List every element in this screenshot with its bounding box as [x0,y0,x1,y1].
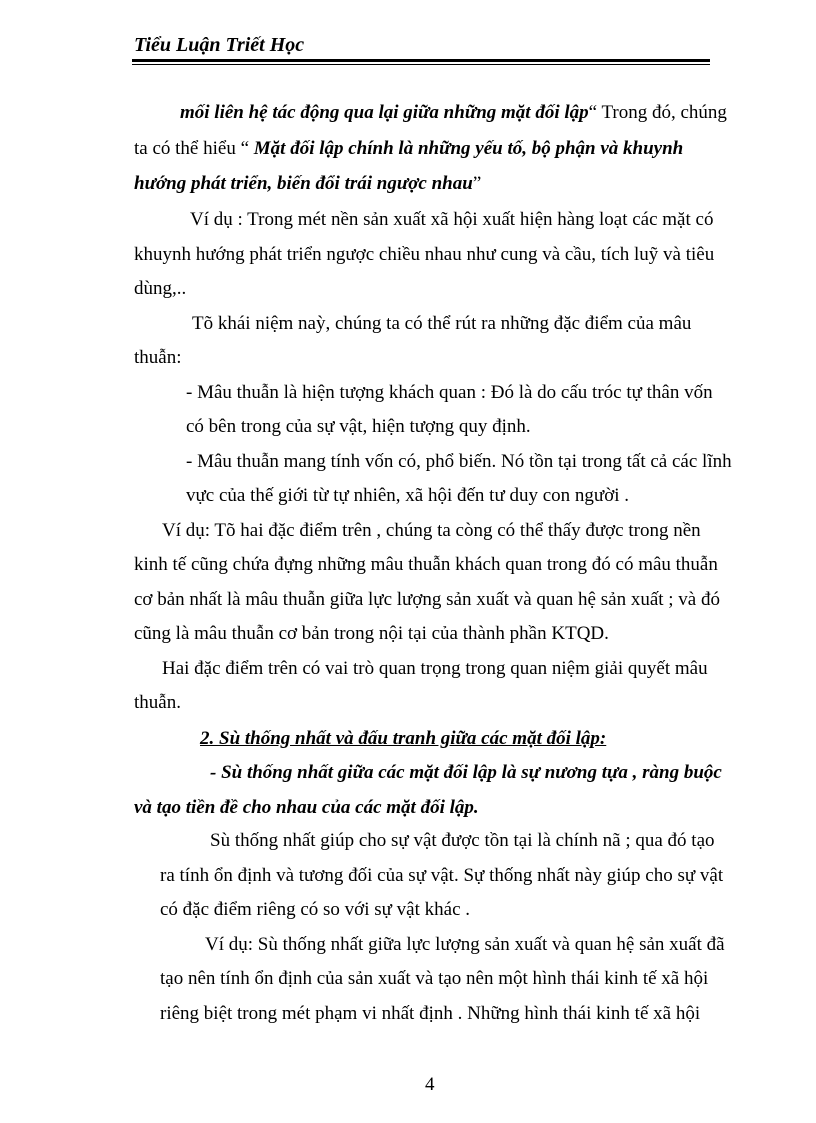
text-line: thuẫn. [134,692,181,713]
page-number: 4 [425,1074,435,1095]
text-span: “ Trong đó, chúng [588,102,727,123]
header-rule-thick [132,59,710,62]
text-line: vực của thế giới từ tự nhiên, xã hội đến tư duy con người . [186,485,630,506]
text-line: thuẫn: [134,347,182,368]
text-line: Ví dụ : Trong mét nền sản xuất xã hội xuất hiện hàng loạt các mặt có [190,209,714,230]
text-line: - Mâu thuẫn là hiện tượng khách quan : Đó là do cấu tróc tự thân vốn [186,382,713,403]
text-line: Tõ khái niệm naỳ, chúng ta có thể rút ra những đặc điểm của mâu [192,313,692,334]
bold-italic-text: hướng phát triển, biến đổi trái ngược nhau [134,173,473,194]
text-line [134,174,481,194]
text-line: cơ bản nhất là mâu thuẫn giữa lực lượng sản xuất và quan hệ sản xuất ; và đó [134,589,720,610]
text-line: tạo nên tính ổn định của sản xuất và tạo nên một hình thái kinh tế xã hội [160,968,709,989]
text-span: ” [472,173,482,194]
text-line: riêng biệt trong mét phạm vi nhất định . Những hình thái kinh tế xã hội [160,1003,701,1024]
text-line [134,139,683,159]
subheading-line: - Sù thống nhất giữa các mặt đối lập là sự nương tựa , ràng buộc [210,762,722,783]
text-line: kinh tế cũng chứa đựng những mâu thuẫn khách quan trong đó có mâu thuẫn [134,554,718,575]
bold-italic-text: mối liên hệ tác động qua lại giữa những mặt đối lập [180,102,589,123]
text-line: Ví dụ: Sù thống nhất giữa lực lượng sản xuất và quan hệ sản xuất đã [205,934,725,955]
bold-italic-text: Mặt đối lập chính là những yếu tố, bộ phận và khuynh [253,138,684,159]
text-span: ta có thể hiểu “ [134,138,254,159]
text-line: Sù thống nhất giúp cho sự vật được tồn tại là chính nã ; qua đó tạo [210,830,715,851]
section-heading: 2. Sù thống nhất và đấu tranh giữa các mặt đối lập: [200,728,607,749]
text-line: cũng là mâu thuẫn cơ bản trong nội tại của thành phần KTQD. [134,623,609,644]
text-line: ra tính ổn định và tương đối của sự vật. Sự thống nhất này giúp cho sự vật [160,865,724,886]
text-line: - Mâu thuẫn mang tính vốn có, phổ biến. Nó tồn tại trong tất cả các lĩnh [186,451,732,472]
text-line: Ví dụ: Tõ hai đặc điểm trên , chúng ta còng có thể thấy được trong nền [162,520,701,541]
text-line: dùng,.. [134,278,187,299]
header-title: Tiểu Luận Triết Học [134,34,305,56]
text-line: khuynh hướng phát triển ngược chiều nhau như cung và cầu, tích luỹ và tiêu [134,244,715,265]
text-line: Hai đặc điểm trên có vai trò quan trọng trong quan niệm giải quyết mâu [162,658,708,679]
text-line: có bên trong của sự vật, hiện tượng quy định. [186,416,531,437]
header-rule-thin [132,64,710,65]
text-line [180,103,727,123]
subheading-line: và tạo tiền đề cho nhau của các mặt đối lập. [134,797,479,818]
text-line: có đặc điểm riêng có so với sự vật khác . [160,899,471,920]
